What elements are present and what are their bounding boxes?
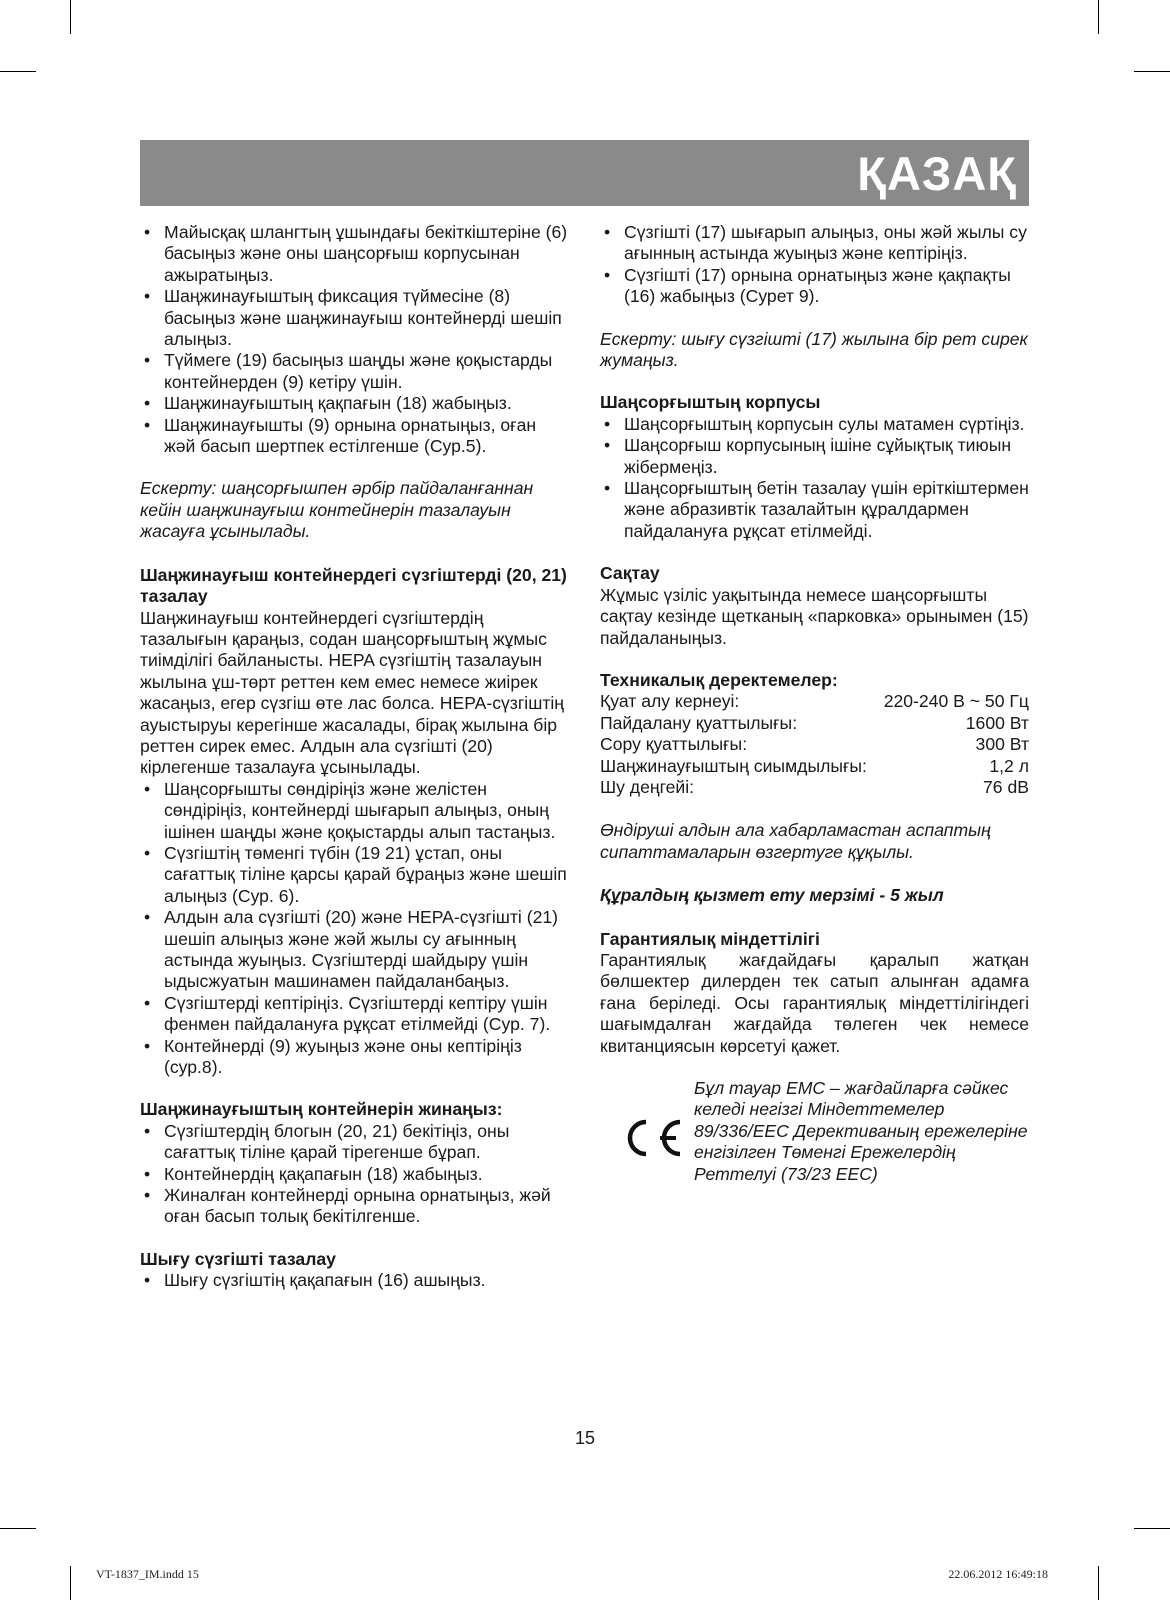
section-heading: Шаңжинауғыштың контейнерін жинаңыз: [140, 1099, 503, 1120]
list-item: • Контейнердің қақапағын (18) жабыңыз. [140, 1164, 572, 1185]
table-row [600, 734, 1029, 755]
list-item: • Сүзгішті (17) шығарып алыңыз, оны жәй жылы су ағынның астында жуыңыз және кептіріңіз. [600, 222, 1029, 265]
list-item: • Контейнерді (9) жуыңыз және оны кептіріңіз (сур.8). [140, 1036, 572, 1079]
crop-mark [1098, 0, 1099, 34]
section-heading: Сақтау [600, 563, 660, 584]
footer-file-label: VT-1837_IM.indd 15 [96, 1567, 199, 1581]
spec-label: Қуат алу кернеуі: [600, 691, 740, 712]
list-item: • Шаңсорғыштың корпусын сулы матамен сүртіңіз. [600, 414, 1029, 435]
table-row [600, 756, 1029, 777]
list-item: • Сүзгішті (17) орнына орнатыңыз және қақпақты (16) жабыңыз (Сурет 9). [600, 265, 1029, 308]
list-item: • Шаңсорғышты сөндіріңіз және желістен сөндіріңіз, контейнерді шығарып алыңыз, оның ішінен шаңды және қоқыстарды алып тастаңыз. [140, 779, 572, 843]
crop-mark [1134, 71, 1170, 72]
crop-mark [0, 1528, 36, 1529]
spec-value: 220-240 В ~ 50 Гц [883, 691, 1029, 712]
spec-label: Сору қуаттылығы: [600, 734, 748, 755]
table-row [600, 713, 1029, 734]
section-heading: Шаңжинауғыш контейнердегі сүзгіштерді (20, 21) тазалау [140, 564, 567, 607]
bullet-list [140, 1121, 572, 1228]
specs-table [600, 691, 1029, 798]
list-item: • Шаңсорғыштың бетін тазалау үшін еріткіштермен және абразивтік тазалайтын құралдармен пайдалануға рұқсат етілмейді. [600, 478, 1029, 542]
list-item: • Сүзгіштердің блогын (20, 21) бекітіңіз, оны сағаттық тіліне қарай тірегенше бұрап. [140, 1121, 572, 1164]
manufacturer-note: Өндіруші алдын ала хабарламастан аспаптың сипаттамаларын өзгертуге құқылы. [600, 820, 991, 862]
bullet-list [140, 779, 572, 1079]
list-item: • Шығу сүзгіштің қақапағын (16) ашыңыз. [140, 1270, 572, 1291]
paragraph: Гарантиялық жағдайдағы қаралып жатқан бөлшектер дилерден тек сатып алынған адамға ғана беріледі. Осы гарантиялық міндеттілігіндегі шағымдалған жағдайда төлеген чек немесе квитанциясын көрсетуі қажет. [600, 949, 1029, 1056]
language-title: ҚАЗАҚ [857, 147, 1017, 200]
table-row [600, 691, 1029, 712]
bullet-list [140, 222, 572, 457]
list-item: • Шаңжинауғыштың фиксация түймесіне (8) басыңыз және шаңжинауғыш контейнерді шешіп алыңыз. [140, 286, 572, 350]
list-item: • Алдын ала сүзгішті (20) және HEPA-сүзгішті (21) шешіп алыңыз және жәй жылы су ағынның астында жуыңыз. Сүзгіштерді шайдыру үшін ыдысжуатын машинамен пайдаланбаңыз. [140, 907, 572, 993]
spec-label: Шаңжинауғыштың сиымдылығы: [600, 755, 867, 776]
spec-value: 1600 Вт [965, 712, 1029, 733]
section-heading: Шығу сүзгішті тазалау [140, 1248, 336, 1269]
bullet-list [600, 222, 1029, 308]
ce-compliance-text: Бұл тауар EMC – жағдайларға сәйкес келеді негізгі Міндеттемелер 89/336/EEC Дерективаның ережелеріне енгізілген Төменгі Ережелердің Реттелуі (73/23 EEC) [694, 1078, 1028, 1184]
note-text: Ескерту: шығу сүзгішті (17) жылына бір рет сирек жумаңыз. [600, 328, 1028, 371]
list-item: • Шаңсорғыш корпусының ішіне сұйықтық тиюын жібермеңіз. [600, 435, 1029, 478]
spec-value: 76 dB [983, 776, 1029, 797]
spec-value: 300 Вт [975, 734, 1029, 755]
crop-mark [0, 71, 36, 72]
bullet-list [600, 414, 1029, 542]
section-heading: Гарантиялық міндеттілігі [600, 928, 820, 949]
service-life-note: Құралдың қызмет ету мерзімі - 5 жыл [600, 885, 944, 906]
specs-heading: Техникалық деректемелер: [600, 669, 838, 690]
ce-compliance-block [600, 1078, 1029, 1188]
list-item: • Шаңжинауғышты (9) орнына орнатыңыз, оған жәй басып шертпек естілгенше (Сур.5). [140, 415, 572, 458]
spec-label: Пайдалану қуаттылығы: [600, 712, 798, 733]
paragraph: Шаңжинауғыш контейнердегі сүзгіштердің тазалығын қараңыз, содан шаңсорғыштың жұмыс тиімділігі байланысты. HEPA сүзгіштің тазалауын жылына ұш-төрт реттен кем емес немесе жиірек жасаңыз, егер сүзгіш өте лас болса. HEPA-сүзгіштің ауыстыруы керегінше жасалады, бірақ жылына бір реттен сирек емес. Алдын ала сүзгішті (20) кірлегенше тазалауға ұсынылады. [140, 607, 565, 778]
footer-timestamp: 22.06.2012 16:49:18 [948, 1567, 1048, 1581]
note-text: Ескерту: шаңсорғышпен әрбір пайдаланғаннан кейін шаңжинауғыш контейнерін тазалауын жасауға ұсынылады. [140, 478, 534, 542]
list-item: • Сүзгіштің төменгі түбін (19 21) ұстап, оны сағаттық тіліне қарсы қарай бұраңыз және шешіп алыңыз (Сур. 6). [140, 843, 572, 907]
table-row [600, 777, 1029, 798]
ce-mark-icon [616, 1118, 686, 1158]
list-item: • Түймеге (19) басыңыз шаңды және қоқыстарды контейнерден (9) кетіру үшін. [140, 350, 572, 393]
crop-mark [70, 0, 71, 34]
language-header-bar [140, 140, 1029, 206]
list-item: • Майысқақ шлангтың ұшындағы бекіткіштеріне (6) басыңыз және оны шаңсорғыш корпусынан ажыратыңыз. [140, 222, 572, 286]
page-number: 15 [574, 1428, 596, 1448]
list-item: • Жиналған контейнерді орнына орнатыңыз, жәй оған басып толық бекітілгенше. [140, 1185, 572, 1228]
crop-mark [1098, 1566, 1099, 1600]
list-item: • Шаңжинауғыштың қақпағын (18) жабыңыз. [140, 393, 572, 414]
crop-mark [70, 1566, 71, 1600]
section-heading: Шаңсорғыштың корпусы [600, 392, 821, 413]
left-column [140, 222, 572, 1292]
spec-label: Шу деңгейі: [600, 776, 695, 797]
spec-value: 1,2 л [989, 755, 1029, 776]
bullet-list [140, 1270, 572, 1291]
right-column [600, 222, 1029, 1188]
paragraph: Жұмыс үзіліс уақытында немесе шаңсорғышты сақтау кезінде щетканың «парковка» орынымен (15) пайдаланыңыз. [600, 584, 1029, 648]
crop-mark [1134, 1528, 1170, 1529]
list-item: • Сүзгіштерді кептіріңіз. Сүзгіштерді кептіру үшін фенмен пайдалануға рұқсат етілмейді (Сур. 7). [140, 993, 572, 1036]
